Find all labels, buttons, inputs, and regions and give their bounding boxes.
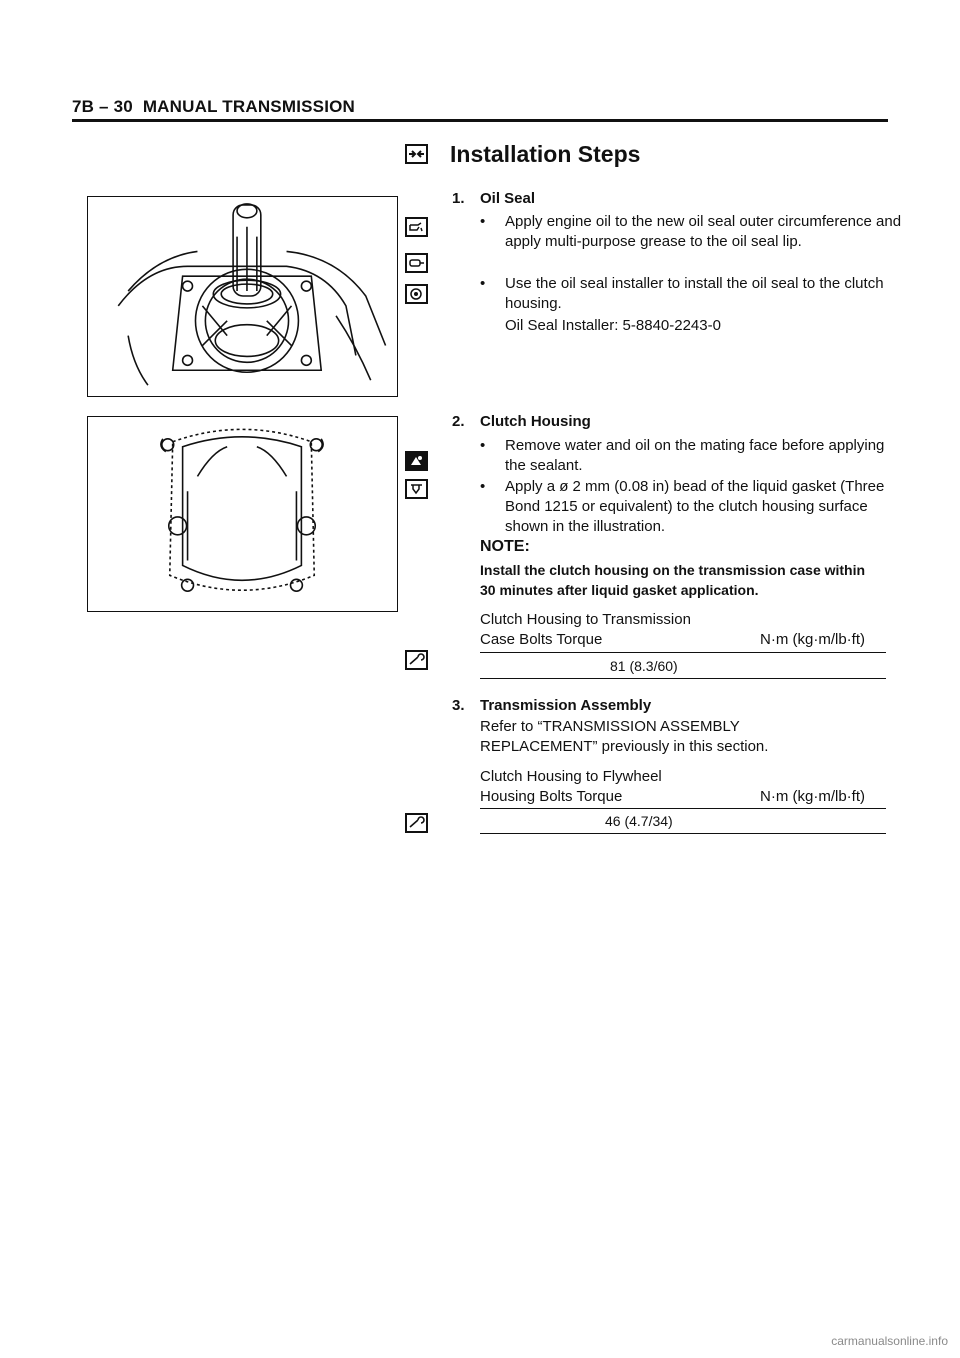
step-1-bullet-2: • Use the oil seal installer to install the oil seal to the clutch housing. bbox=[505, 274, 905, 314]
engine-oil-icon bbox=[405, 217, 428, 237]
torque-wrench-icon bbox=[405, 813, 428, 833]
watermark: carmanualsonline.info bbox=[831, 1334, 948, 1348]
torque-wrench-icon bbox=[405, 650, 428, 670]
step-3-number: 3. bbox=[452, 697, 465, 714]
figure-gasket-bead bbox=[87, 416, 398, 612]
step-3-text-line1: Refer to “TRANSMISSION ASSEMBLY bbox=[480, 718, 740, 735]
torque-1-unit: N·m (kg·m/lb·ft) bbox=[760, 631, 865, 648]
gasket-illustration bbox=[88, 417, 397, 611]
clean-surface-icon bbox=[405, 451, 428, 471]
step-1-number: 1. bbox=[452, 190, 465, 207]
special-tool-icon bbox=[405, 284, 428, 304]
torque-2-top-rule bbox=[480, 808, 886, 809]
step-2-bullet-2: • Apply a ø 2 mm (0.08 in) bead of the liquid gasket (Three Bond 1215 or equivalent) to the clutch housing surface shown in the illustration. bbox=[505, 477, 905, 537]
header-rule bbox=[72, 119, 888, 122]
torque-1-top-rule bbox=[480, 652, 886, 653]
note-body: Install the clutch housing on the transmission case within 30 minutes after liquid gasket application. bbox=[480, 562, 866, 598]
page-reference: 7B – 30 bbox=[72, 97, 133, 116]
step-1-title: Oil Seal bbox=[480, 190, 536, 207]
note-title: NOTE: bbox=[480, 538, 530, 555]
torque-2-value: 46 (4.7/34) bbox=[605, 813, 673, 829]
torque-1-bottom-rule bbox=[480, 678, 886, 679]
page-title: Installation Steps bbox=[450, 141, 641, 167]
torque-1-value: 81 (8.3/60) bbox=[610, 658, 678, 674]
torque-2-label-line2: Housing Bolts Torque bbox=[480, 788, 623, 805]
torque-2-bottom-rule bbox=[480, 833, 886, 834]
torque-1-label-line2: Case Bolts Torque bbox=[480, 631, 603, 648]
sealant-icon bbox=[405, 479, 428, 499]
torque-1-label-line1: Clutch Housing to Transmission bbox=[480, 611, 691, 628]
step-3-title: Transmission Assembly bbox=[480, 697, 652, 714]
step-2-number: 2. bbox=[452, 413, 465, 430]
torque-2-unit: N·m (kg·m/lb·ft) bbox=[760, 788, 865, 805]
step-1-tool: Oil Seal Installer: 5-8840-2243-0 bbox=[505, 317, 721, 334]
step-2-bullet-1: • Remove water and oil on the mating face before applying the sealant. bbox=[505, 436, 905, 476]
grease-icon bbox=[405, 253, 428, 273]
figure-oil-seal bbox=[87, 196, 398, 397]
installation-icon bbox=[405, 144, 428, 164]
step-2-title: Clutch Housing bbox=[480, 413, 591, 430]
page-header bbox=[72, 97, 355, 117]
torque-2-label-line1: Clutch Housing to Flywheel bbox=[480, 768, 662, 785]
section-title: MANUAL TRANSMISSION bbox=[142, 97, 356, 116]
oil-seal-illustration bbox=[88, 197, 397, 396]
step-1-bullet-1: • Apply engine oil to the new oil seal outer circumference and apply multi-purpose grease to the oil seal lip. bbox=[505, 212, 905, 252]
step-3-text-line2: REPLACEMENT” previously in this section. bbox=[480, 738, 769, 755]
